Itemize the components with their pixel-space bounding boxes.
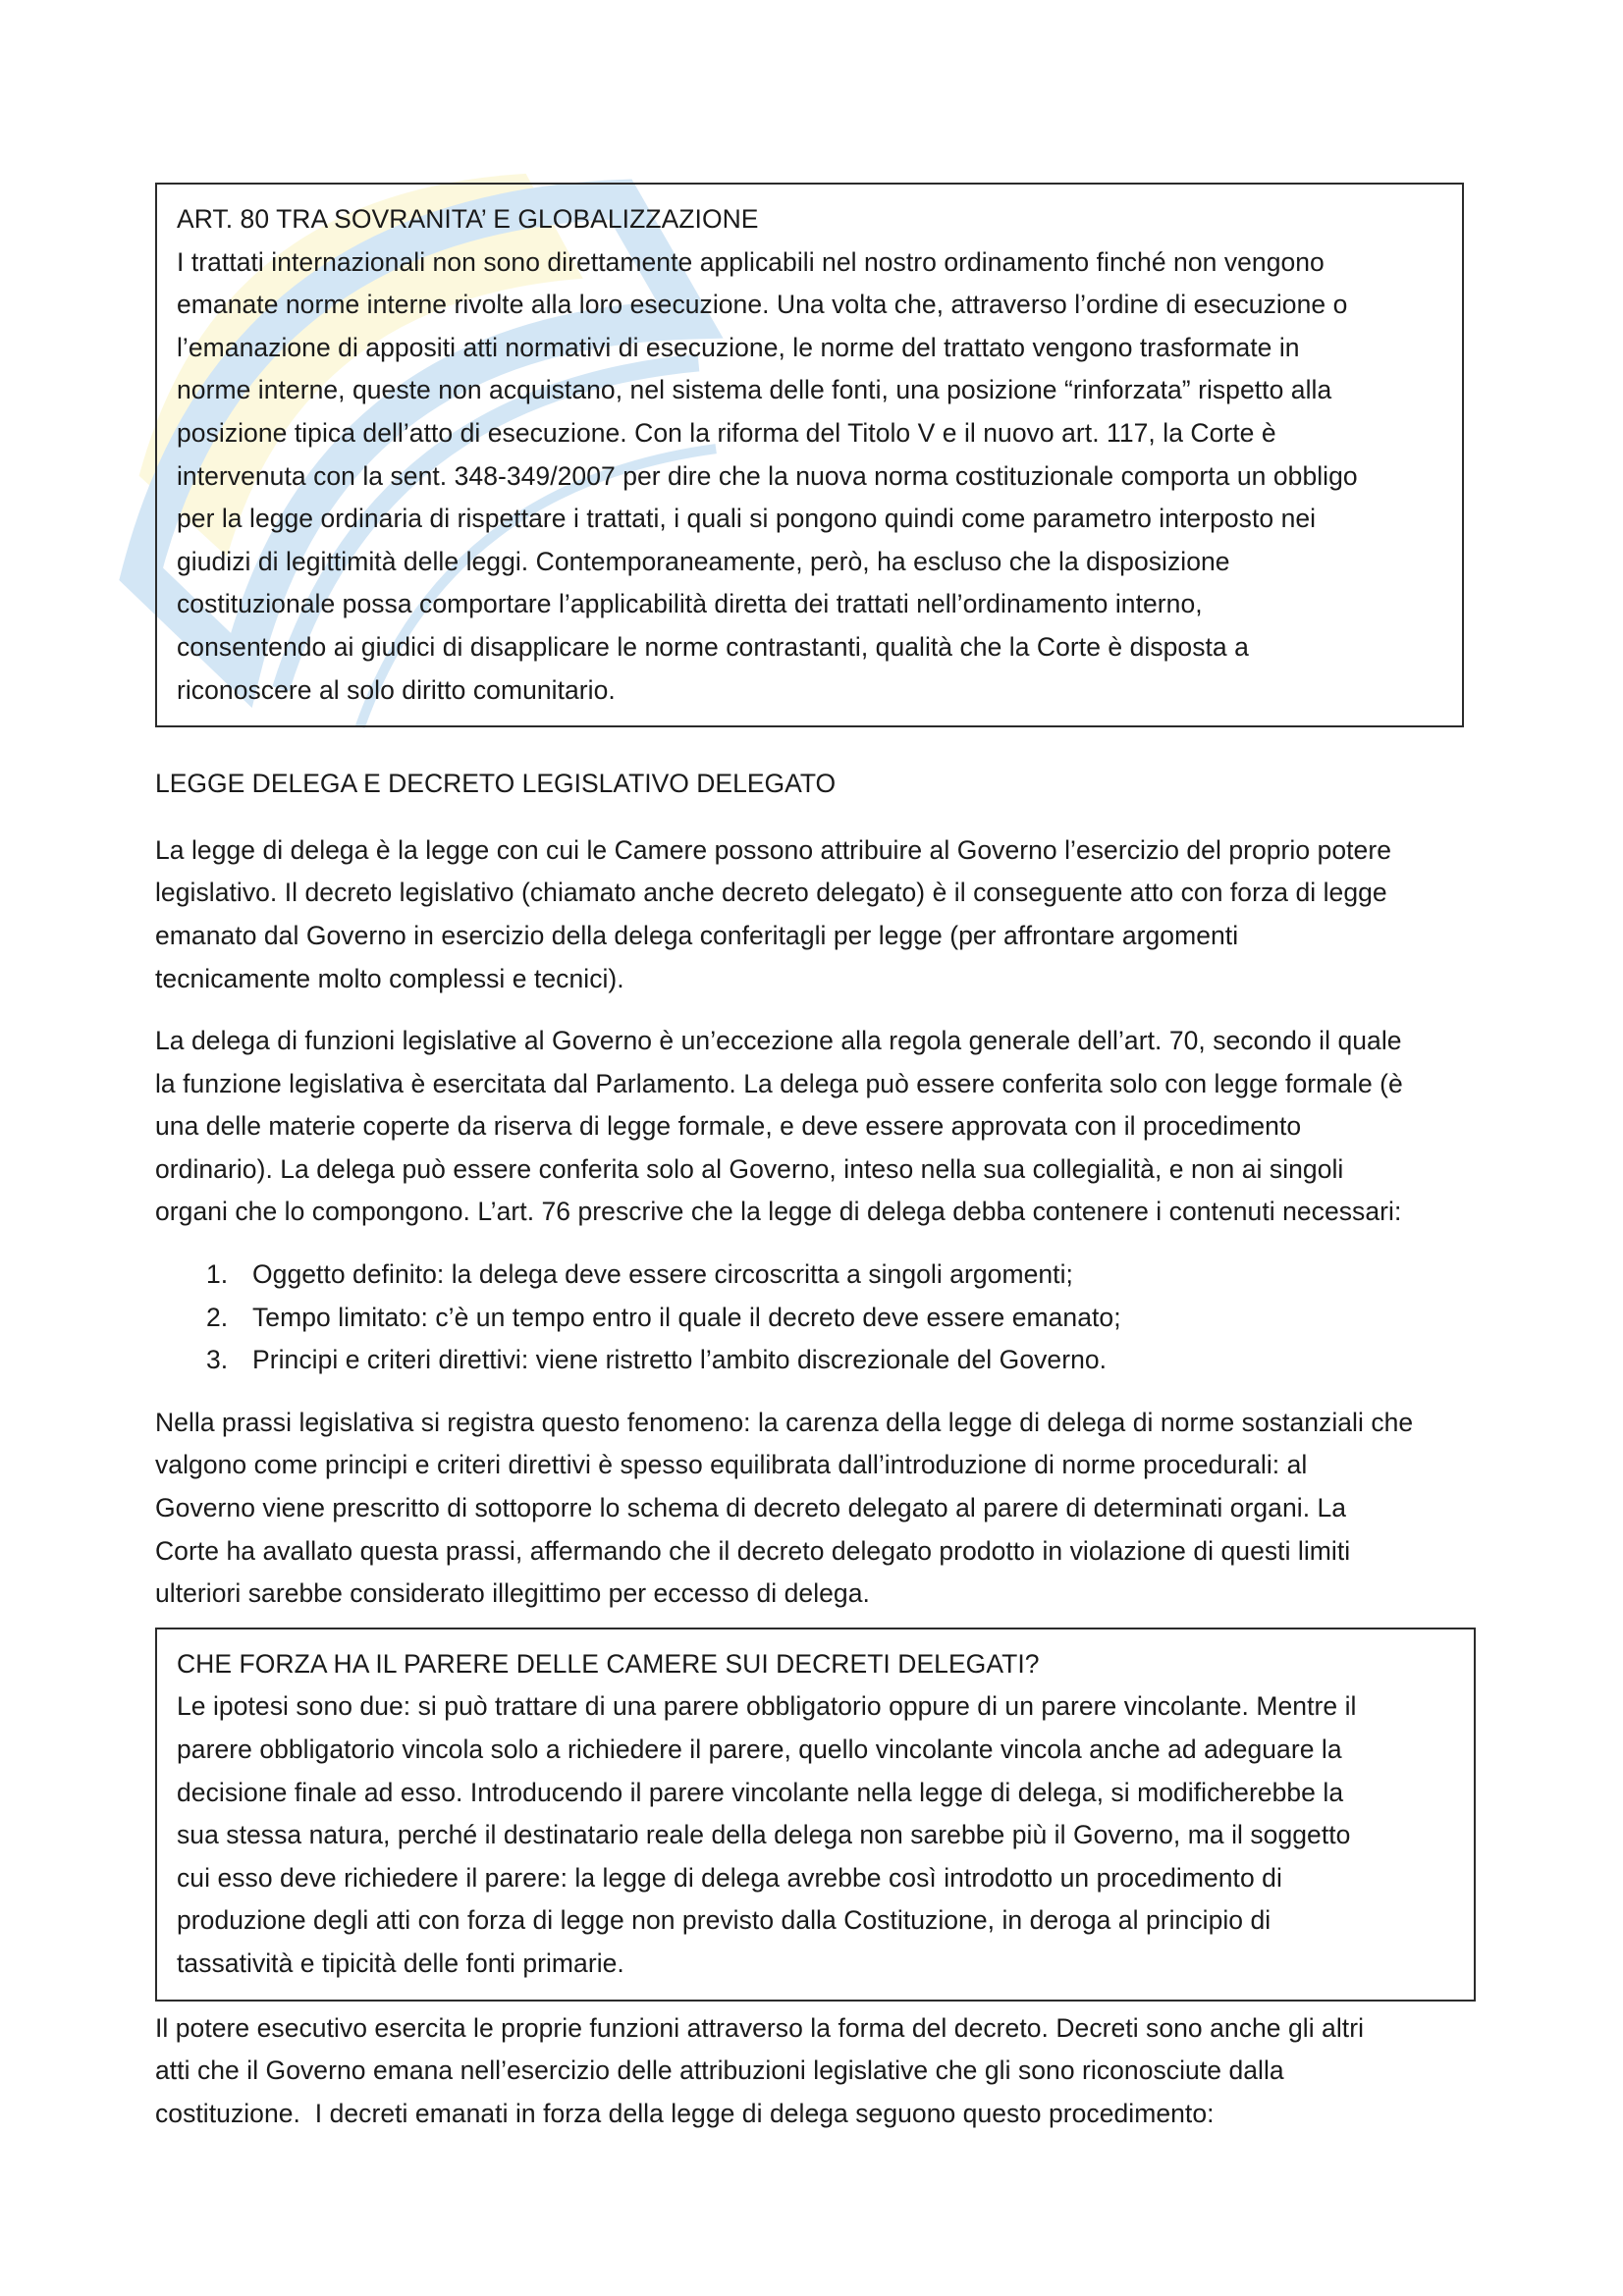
- text-line: organi che lo compongono. L’art. 76 prescrive che la legge di delega debba contenere i contenuti necessari:: [155, 1197, 1402, 1227]
- text-line: una delle materie coperte da riserva di legge formale, e deve essere approvata con il procedimento: [155, 1111, 1302, 1142]
- paragraph-delega-funzioni: [155, 1020, 1476, 1234]
- boxed-note-parere-camere: [155, 1628, 1476, 2002]
- text-line: tecnicamente molto complessi e tecnici).: [155, 963, 624, 993]
- paragraph-legge-delega: [155, 829, 1476, 1000]
- box-title: ART. 80 TRA SOVRANITA’ E GLOBALIZZAZIONE: [177, 204, 759, 234]
- box-title: CHE FORZA HA IL PARERE DELLE CAMERE SUI DECRETI DELEGATI?: [177, 1648, 1040, 1679]
- text-line: La delega di funzioni legislative al Governo è un’eccezione alla regola generale dell’art. 70, secondo il quale: [155, 1026, 1402, 1056]
- text-line: posizione tipica dell’atto di esecuzione. Con la riforma del Titolo V e il nuovo art. 117, la Corte è: [177, 417, 1276, 448]
- text-line: Governo viene prescritto di sottoporre lo schema di decreto delegato al parere di determinati organi. La: [155, 1493, 1347, 1523]
- text-line: norme interne, queste non acquistano, nel sistema delle fonti, una posizione “rinforzata” rispetto alla: [177, 375, 1332, 405]
- list-item-text: Tempo limitato: c’è un tempo entro il quale il decreto deve essere emanato;: [252, 1302, 1121, 1332]
- boxed-note-art80: [155, 183, 1464, 727]
- text-line: sua stessa natura, perché il destinatario reale della delega non sarebbe più il Governo, ma il soggetto: [177, 1820, 1351, 1850]
- list-item: [155, 1254, 1476, 1297]
- text-line: I trattati internazionali non sono direttamente applicabili nel nostro ordinamento finché non vengono: [177, 246, 1325, 277]
- text-line: decisione finale ad esso. Introducendo il parere vincolante nella legge di delega, si modificherebbe la: [177, 1777, 1344, 1807]
- list-item: [155, 1297, 1476, 1340]
- box-body: [177, 1685, 1454, 1985]
- list-item-text: Principi e criteri direttivi: viene ristretto l’ambito discrezionale del Governo.: [252, 1345, 1108, 1375]
- list-item-number: 3.: [206, 1345, 229, 1375]
- text-line: la funzione legislativa è esercitata dal Parlamento. La delega può essere conferita solo con legge formale (è: [155, 1068, 1403, 1098]
- text-line: l’emanazione di appositi atti normativi di esecuzione, le norme del trattato vengono trasformate in: [177, 332, 1300, 362]
- list-item: [155, 1339, 1476, 1382]
- text-line: produzione degli atti con forza di legge non previsto dalla Costituzione, in deroga al principio di: [177, 1905, 1271, 1936]
- list-item-number: 2.: [206, 1302, 229, 1332]
- text-line: emanate norme interne rivolte alla loro esecuzione. Una volta che, attraverso l’ordine di esecuzione o: [177, 290, 1348, 320]
- text-line: ordinario). La delega può essere conferita solo al Governo, inteso nella sua collegialità, e non ai singoli: [155, 1153, 1344, 1184]
- section-heading: LEGGE DELEGA E DECRETO LEGISLATIVO DELEGATO: [155, 769, 837, 799]
- text-line: per la legge ordinaria di rispettare i trattati, i quali si pongono quindi come parametro interposto nei: [177, 504, 1317, 534]
- paragraph-potere-esecutivo: [155, 2007, 1476, 2136]
- text-line: costituzione. I decreti emanati in forza della legge di delega seguono questo procedimento:: [155, 2098, 1215, 2128]
- list-item-text: Oggetto definito: la delega deve essere circoscritta a singoli argomenti;: [252, 1259, 1073, 1290]
- text-line: riconoscere al solo diritto comunitario.: [177, 674, 616, 705]
- text-line: Nella prassi legislativa si registra questo fenomeno: la carenza della legge di delega di norme sostanziali che: [155, 1407, 1414, 1437]
- text-line: giudizi di legittimità delle leggi. Contemporaneamente, però, ha escluso che la disposizione: [177, 546, 1230, 576]
- box-body: [177, 241, 1442, 713]
- text-line: valgono come principi e criteri direttivi è spesso equilibrata dall’introduzione di norme procedurali: al: [155, 1450, 1308, 1480]
- text-line: parere obbligatorio vincola solo a richiedere il parere, quello vincolante vincola anche ad adeguare la: [177, 1735, 1342, 1764]
- text-line: consentendo ai giudici di disapplicare le norme contrastanti, qualità che la Corte è disposta a: [177, 631, 1249, 662]
- text-line: emanato dal Governo in esercizio della delega conferitagli per legge (per affrontare argomenti: [155, 920, 1239, 950]
- paragraph-prassi-legislativa: [155, 1402, 1476, 1616]
- text-line: Le ipotesi sono due: si può trattare di una parere obbligatorio oppure di un parere vincolante. Mentre il: [177, 1691, 1357, 1722]
- list-item-number: 1.: [206, 1259, 229, 1290]
- requirements-list: [155, 1254, 1476, 1382]
- text-line: intervenuta con la sent. 348-349/2007 per dire che la nuova norma costituzionale comporta un obbligo: [177, 460, 1358, 491]
- text-line: La legge di delega è la legge con cui le Camere possono attribuire al Governo l’esercizio del proprio potere: [155, 834, 1392, 865]
- document-page: [155, 183, 1476, 2155]
- text-line: legislativo. Il decreto legislativo (chiamato anche decreto delegato) è il conseguente atto con forza di legge: [155, 878, 1387, 908]
- text-line: Il potere esecutivo esercita le proprie funzioni attraverso la forma del decreto. Decreti sono anche gli altri: [155, 2012, 1365, 2043]
- text-line: ulteriori sarebbe considerato illegittimo per eccesso di delega.: [155, 1578, 870, 1609]
- text-line: Corte ha avallato questa prassi, affermando che il decreto delegato prodotto in violazione di questi limiti: [155, 1535, 1351, 1566]
- text-line: tassatività e tipicità delle fonti primarie.: [177, 1948, 624, 1978]
- text-line: costituzionale possa comportare l’applicabilità diretta dei trattati nell’ordinamento interno,: [177, 589, 1203, 619]
- text-line: atti che il Governo emana nell’esercizio delle attribuzioni legislative che gli sono riconosciute dalla: [155, 2056, 1284, 2086]
- text-line: cui esso deve richiedere il parere: la legge di delega avrebbe così introdotto un procedimento di: [177, 1862, 1282, 1893]
